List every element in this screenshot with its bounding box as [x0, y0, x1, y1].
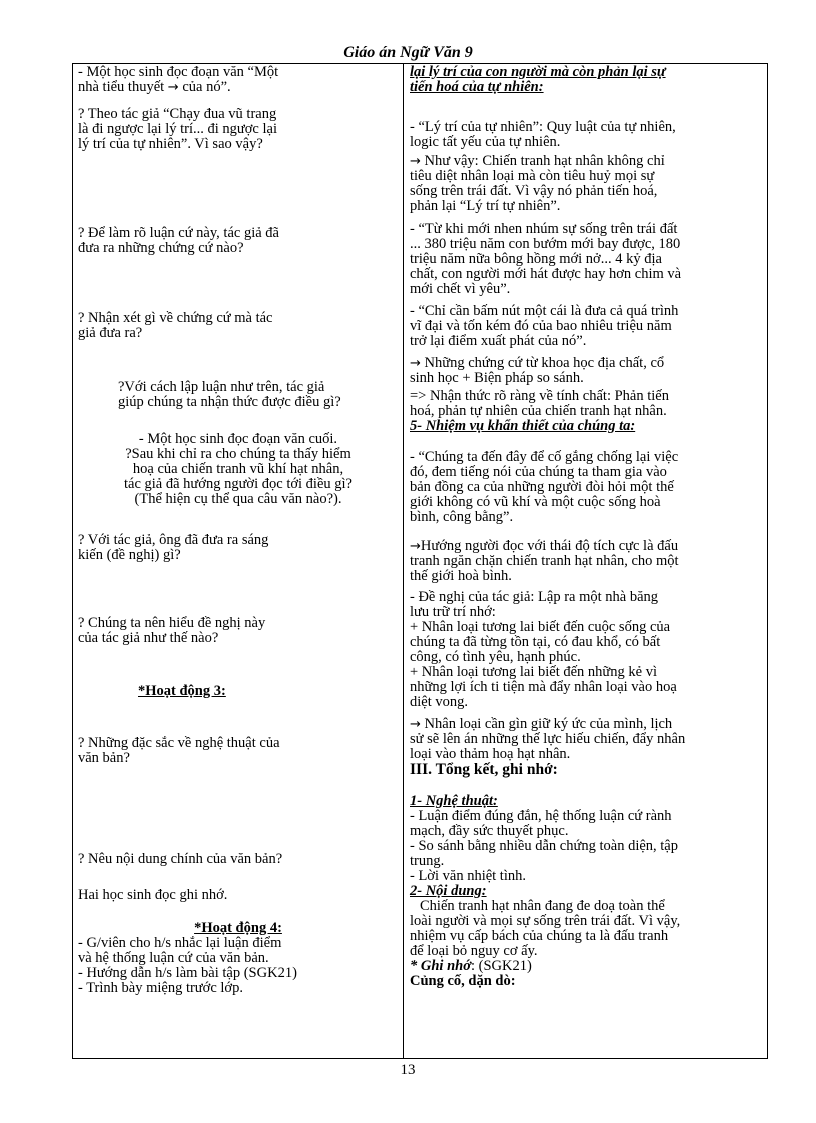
right-text: Hướng người đọc với thái độ tích cực là đấu tranh ngăn chặn chiến tranh hạt nhân, cho một thế giới hoà bình.	[410, 538, 679, 584]
lesson-table	[72, 63, 768, 1059]
left-question-4: ?Với cách lập luận như trên, tác giả giúp chúng ta nhận thức được điều gì?	[118, 379, 341, 410]
right-arrow-icon: →	[167, 80, 179, 95]
art-content: - Luận điểm đúng đắn, hệ thống luận cứ rành mạch, đầy sức thuyết phục. - So sánh bằng nhiều dẫn chứng toàn diện, tập trung. - Lời văn nhiệt tình.	[410, 808, 678, 884]
left-block-activity-4: - G/viên cho h/s nhắc lại luận điểm và hệ thống luận cứ của văn bản. - Hướng dẫn h/s làm bài tập (SGK21) - Trình bày miệng trước lớp.	[78, 935, 297, 996]
left-question-2: ? Để làm rõ luận cứ này, tác giả đã đưa ra những chứng cứ nào?	[78, 225, 279, 256]
activity-3-heading	[138, 684, 398, 699]
left-question-3: ? Nhận xét gì về chứng cứ mà tác giả đưa ra?	[78, 310, 273, 341]
memo-line	[410, 959, 766, 974]
memo-label: * Ghi nhớ	[410, 958, 471, 974]
right-arrow-icon: →	[410, 717, 421, 732]
page-header: Giáo án Ngữ Văn 9	[343, 44, 473, 61]
right-text: Nhân loại cần gìn giữ ký ức của mình, lịch sử sẽ lên án những thế lực hiếu chiến, đẩy nhân loại vào thảm hoạ hạt nhân.	[410, 716, 686, 762]
activity-4-label: *Hoạt động 4:	[194, 920, 282, 936]
left-question-7: ? Chúng ta nên hiểu đề nghị này của tác giả như thế nào?	[78, 615, 266, 646]
art-heading: 1- Nghệ thuật:	[410, 793, 498, 809]
right-heading-continued: lại lý trí của con người mà còn phản lại sự tiến hoá của tự nhiên:	[410, 64, 666, 95]
left-text: - Một học sinh đọc đoạn văn “Một	[78, 64, 279, 80]
section-III-heading: III. Tổng kết, ghi nhớ:	[410, 761, 558, 778]
right-text-4: => Nhận thức rõ ràng về tính chất: Phản tiến hoá, phản tự nhiên của chiến tranh hạt nhân.	[410, 388, 669, 419]
right-text: Những chứng cứ từ khoa học địa chất, cổ sinh học + Biện pháp so sánh.	[410, 355, 665, 386]
right-text-1: - “Lý trí của tự nhiên”: Quy luật của tự nhiên, logic tất yếu của tự nhiên.	[410, 119, 676, 150]
consolidation-heading: Củng cố, dặn dò:	[410, 973, 516, 989]
left-question-1: ? Theo tác giả “Chạy đua vũ trang là đi ngược lại lý trí... đi ngược lại lý trí của tự nhiên”. Vì sao vậy?	[78, 106, 277, 152]
content-heading: 2- Nội dung:	[410, 883, 487, 899]
memo-text: : (SGK21)	[470, 958, 532, 974]
right-text-5: - “Chúng ta đến đây để cố gắng chống lại việc đó, đem tiếng nói của chúng ta tham gia vào bản đồng ca của những người đòi hỏi một thế giới không có vũ khí và một cuộc sống hoà bình, công bằng”.	[410, 449, 679, 525]
activity-4-heading	[78, 921, 398, 936]
left-text: của nó”.	[182, 79, 231, 95]
left-question-6: ? Với tác giả, ông đã đưa ra sáng kiến (đề nghị) gì?	[78, 532, 269, 563]
section-5-heading: 5- Nhiệm vụ khẩn thiết của chúng ta:	[410, 418, 636, 434]
right-arrow-icon: →	[410, 154, 421, 169]
left-text: nhà tiểu thuyết	[78, 79, 165, 95]
right-conclusion-3	[410, 539, 766, 584]
content-text: Chiến tranh hạt nhân đang đe doạ toàn thể loài người và mọi sự sống trên trái đất. Vì vậy, nhiệm vụ cấp bách của chúng ta là đấu tranh để loại bỏ nguy cơ ấy.	[410, 898, 681, 959]
page-number: 13	[400, 1062, 416, 1078]
right-arrow-icon: →	[410, 539, 421, 554]
right-conclusion-1	[410, 154, 766, 214]
left-question-5: - Một học sinh đọc đoạn văn cuối. ?Sau khi chỉ ra cho chúng ta thấy hiểm hoạ của chiến tranh vũ khí hạt nhân, tác giả đã hướng người đọc tới điều gì? (Thể hiện cụ thể qua câu văn nào?).	[124, 431, 352, 507]
right-conclusion-2	[410, 356, 766, 386]
right-text: Như vậy: Chiến tranh hạt nhân không chỉ tiêu diệt nhân loại mà còn tiêu huỷ mọi sự sống trên trái đất. Vì vậy nó phản tiến hoá, phản lại “Lý trí tự nhiên”.	[410, 153, 665, 214]
right-text-2: - “Từ khi mới nhen nhúm sự sống trên trái đất ... 380 triệu năm con bướm mới bay được, 180 triệu năm nữa bông hồng mới nở... 4 kỷ địa chất, con người mới hát được hay hơn chim và mới chết vì yêu”.	[410, 221, 682, 297]
left-question-9: ? Nêu nội dung chính của văn bản?	[78, 851, 283, 867]
left-question-8: ? Những đặc sắc về nghệ thuật của văn bản?	[78, 735, 280, 766]
right-arrow-icon: →	[410, 356, 421, 371]
activity-3-label: *Hoạt động 3:	[138, 683, 226, 699]
left-block-reading	[78, 65, 398, 95]
left-instruction: Hai học sinh đọc ghi nhớ.	[78, 887, 228, 903]
right-conclusion-4	[410, 717, 766, 762]
column-divider	[403, 64, 404, 1058]
right-text-3: - “Chỉ cần bấm nút một cái là đưa cả quá trình vĩ đại và tốn kém đó của bao nhiêu triệu năm trở lại điểm xuất phát của nó”.	[410, 303, 679, 349]
right-text-6: - Đề nghị của tác giả: Lập ra một nhà băng lưu trữ trí nhớ: + Nhân loại tương lai biết đến cuộc sống của chúng ta đã từng tồn tại, có đau khổ, có bất công, có tình yêu, hạnh phúc. + Nhân loại tương lai biết đến những kẻ vì những lợi ích ti tiện mà đẩy nhân loại vào hoạ diệt vong.	[410, 589, 677, 710]
